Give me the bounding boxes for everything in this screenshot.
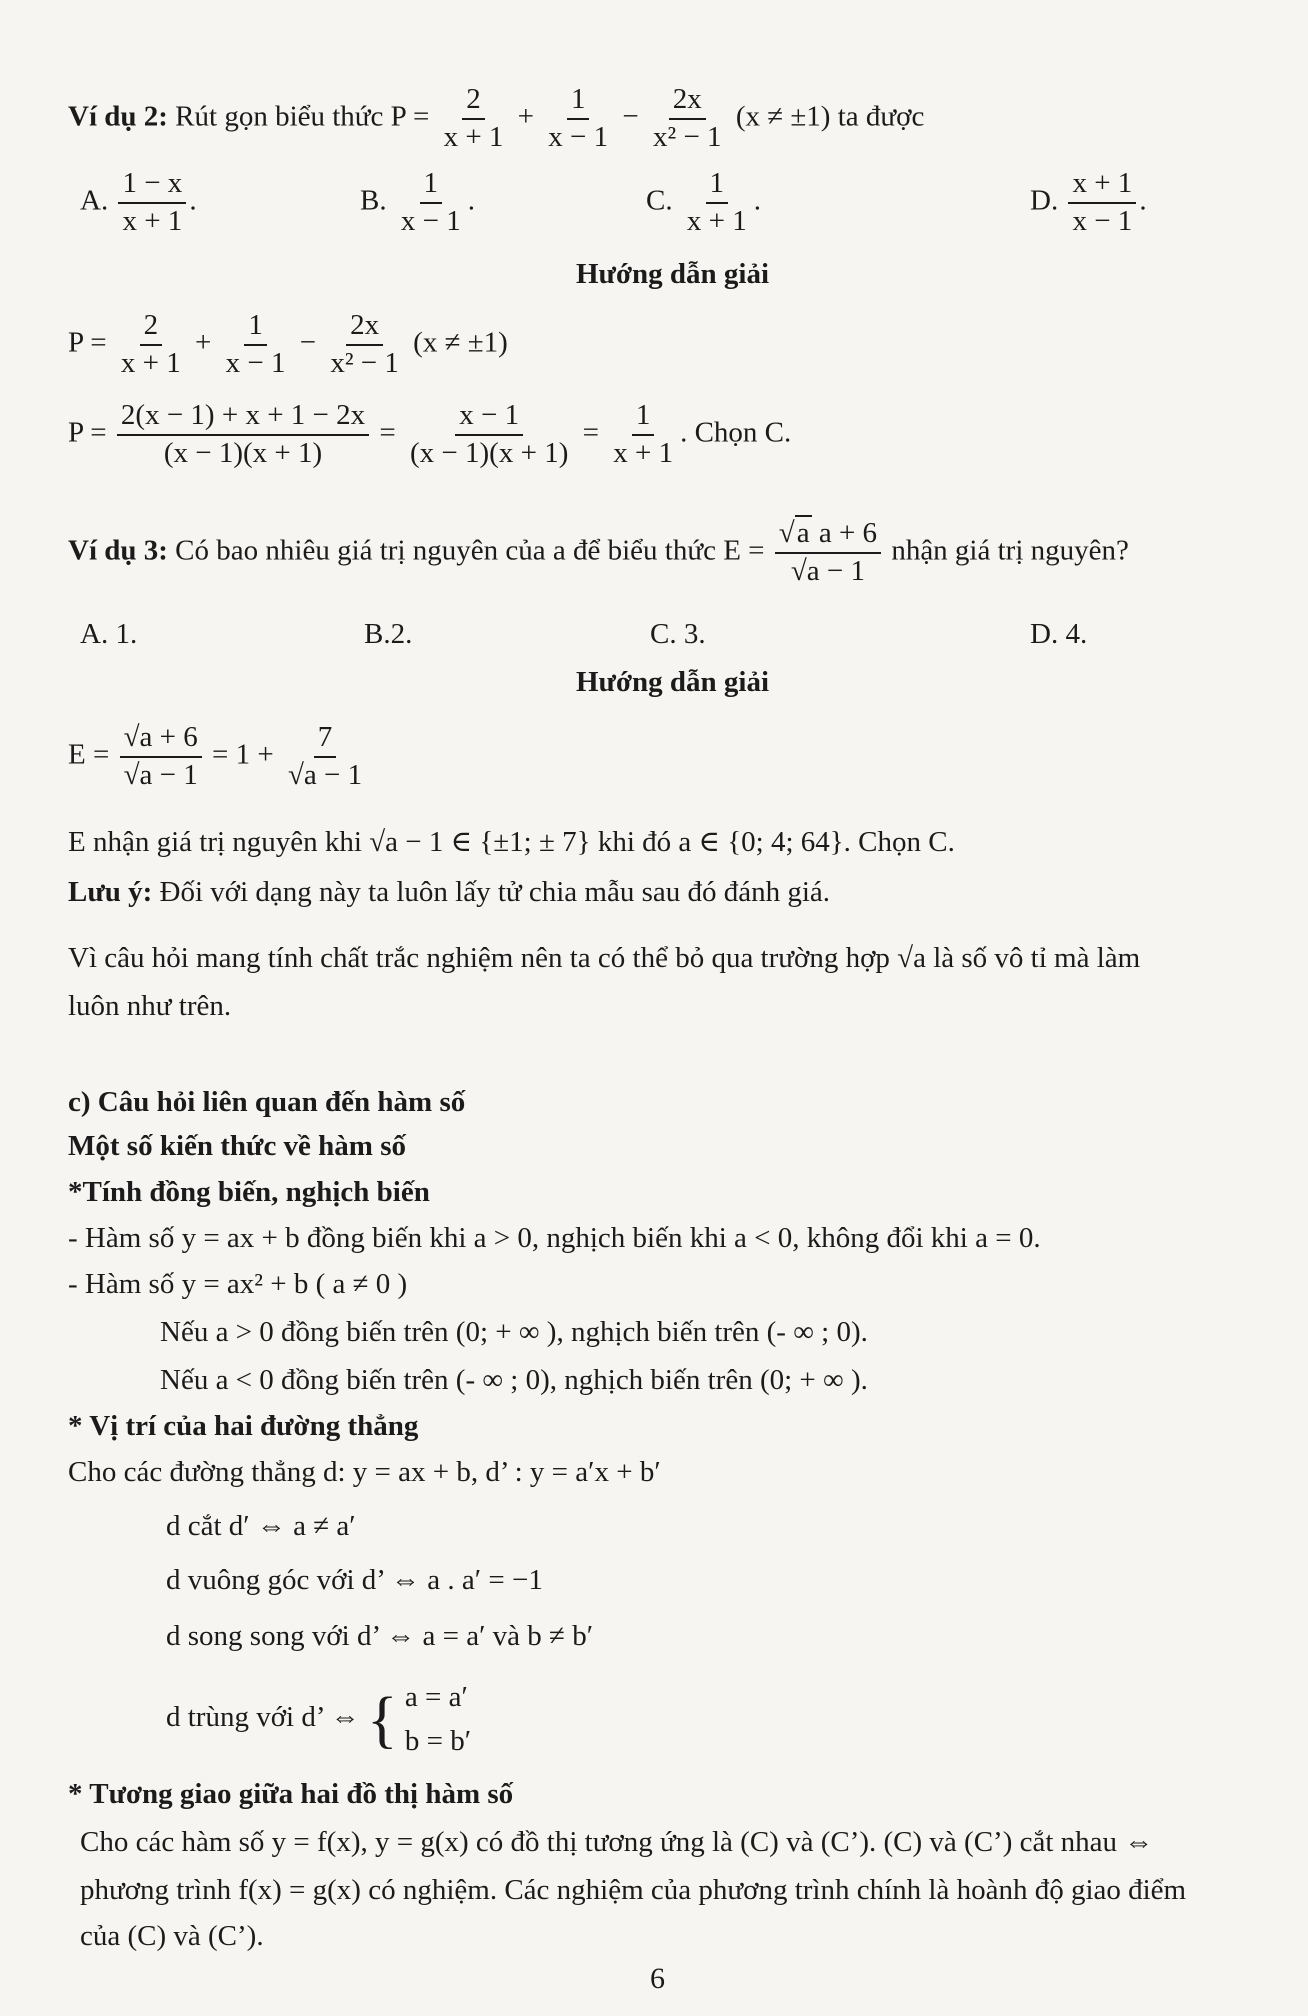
paragraph: Vì câu hỏi mang tính chất trắc nghiệm nên ta có thể bỏ qua trường hợp √a là số vô tỉ mà làm [68,942,1141,974]
example-3-question: Ví dụ 3: Có bao nhiêu giá trị nguyên của a để biểu thức E = $\frac{\text{√a a + 6}}{√a - 1}$ nhận giá trị nguyên? [68,517,1129,587]
text-line: d song song với d’ ⇔ a = a′ và b ≠ b′ [166,1620,594,1652]
option-b: B. $\frac{1}{x - 1}$ . [360,167,475,237]
subsection-heading: Một số kiến thức về hàm số [68,1130,407,1162]
example-2-question: Ví dụ 2: Rút gọn biểu thức P = $\frac{2}{x + 1}$ + $\frac{1}{x - 1}$ − $\frac{2x}{\text{x² − 1}}$ (x ≠ ±1) ta được [68,83,925,153]
subsection-heading: * Tương giao giữa hai đồ thị hàm số [68,1778,514,1810]
option-d: D. 4. [1030,618,1088,650]
text-line: d cắt d′ ⇔ a ≠ a′ [166,1510,356,1542]
text-line: - Hàm số y = ax + b đồng biến khi a > 0, nghịch biến khi a < 0, không đổi khi a = 0. [68,1222,1041,1254]
example-2-tail: ta được [837,100,925,133]
text-line: Nếu a > 0 đồng biến trên (0; + ∞ ), nghịch biến trên (- ∞ ; 0). [160,1316,868,1348]
paragraph: luôn như trên. [68,990,232,1022]
option-c: C. $\frac{1}{x + 1}$ . [646,167,761,237]
example-2-prompt: Rút gọn biểu thức P = [175,100,430,133]
text-line: Cho các hàm số y = f(x), y = g(x) có đồ thị tương ứng là (C) và (C’). (C) và (C’) cắt nhau ⇔ [80,1826,1154,1858]
solution-step-1: P = $\frac{2}{x + 1}$ + $\frac{1}{x - 1}$ − $\frac{2x}{\text{x² − 1}}$ (x ≠ ±1) [68,309,508,379]
fraction: $\frac{2x}{\text{x² − 1}}$ [653,83,722,153]
option-c: C. 3. [650,618,706,650]
option-a: A. $\frac{1 - x}{x + 1}$ . [80,167,197,237]
subsection-heading: *Tính đồng biến, nghịch biến [68,1176,430,1208]
note: Lưu ý: Đối với dạng này ta luôn lấy tử chia mẫu sau đó đánh giá. [68,876,831,908]
guide-heading: Hướng dẫn giải [576,258,770,290]
example-2-label: Ví dụ 2: [68,100,168,133]
text-line: - Hàm số y = ax² + b ( a ≠ 0 ) [68,1268,408,1300]
solution-step-1: E = $\frac{√a + 6}{√a - 1}$ = 1 + $\frac{7}{√a - 1}$ [68,721,363,791]
system-of-equations: d trùng với d’ ⇔ { a = a′ b = b′ [166,1681,472,1757]
subsection-heading: * Vị trí của hai đường thẳng [68,1410,419,1442]
fraction: $\frac{1}{x - 1}$ [548,83,609,153]
text-line: Nếu a < 0 đồng biến trên (- ∞ ; 0), nghịch biến trên (0; + ∞ ). [160,1364,868,1396]
condition: (x ≠ ±1) [735,100,831,133]
example-3-label: Ví dụ 3: [68,534,168,567]
left-brace-icon: { [366,1683,398,1755]
text-line: phương trình f(x) = g(x) có nghiệm. Các nghiệm của phương trình chính là hoành độ giao điểm [80,1874,1187,1906]
solution-step-2: E nhận giá trị nguyên khi √a − 1 ∈ {±1; ± 7} khi đó a ∈ {0; 4; 64}. Chọn C. [68,826,955,858]
text-line: Cho các đường thẳng d: y = ax + b, d’ : y = a′x + b′ [68,1456,661,1488]
option-b: B.2. [364,618,413,650]
option-a: A. 1. [80,618,138,650]
page-number: 6 [650,1962,665,1995]
section-heading: c) Câu hỏi liên quan đến hàm số [68,1086,466,1118]
text-line: d vuông góc với d’ ⇔ a . a′ = −1 [166,1564,543,1596]
fraction: $\frac{2}{x + 1}$ [443,83,504,153]
solution-step-2: P = $\frac{2(x - 1) + x + 1 - 2x}{(x - 1)(x + 1)}$ = $\frac{x - 1}{(x - 1)(x + 1)}$ = $\frac{1}{x + 1}$ . Chọn C. [68,399,792,469]
guide-heading: Hướng dẫn giải [576,666,770,698]
option-d: D. $\frac{x + 1}{x - 1}$ . [1030,167,1147,237]
text-line: của (C) và (C’). [80,1920,264,1952]
